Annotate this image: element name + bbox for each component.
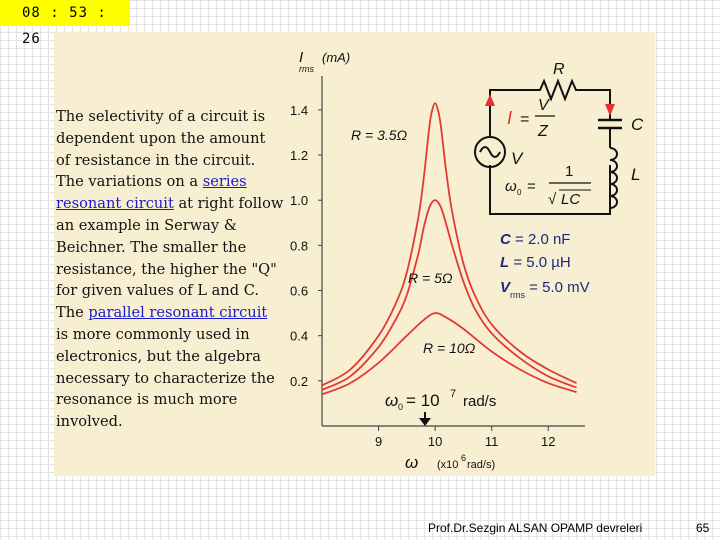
- label-r-3-5: R = 3.5Ω: [351, 127, 408, 143]
- x-tick-label: 11: [484, 434, 499, 449]
- y-tick-label: 0.4: [290, 328, 309, 344]
- resistor-label: R: [553, 61, 565, 78]
- y-tick-label: 0.8: [290, 238, 309, 254]
- resonance-annotation: [385, 388, 496, 426]
- svg-text:ω: ω: [505, 178, 517, 195]
- resonance-equation: [505, 163, 591, 208]
- circuit-parameters: [500, 231, 590, 300]
- label-r-5: R = 5Ω: [408, 270, 453, 286]
- page-number: 65: [696, 521, 710, 535]
- svg-text:(x10: (x10: [437, 459, 459, 471]
- inductor-label: L: [631, 165, 641, 184]
- y-tick-label: 1.2: [290, 148, 309, 164]
- description-part-2: at right follow an example in Serway & Beichner. The smaller the resistance, the higher the "Q" for given values of L and C. The: [56, 195, 284, 322]
- svg-text:rad/s: rad/s: [463, 393, 497, 410]
- arrow-down-icon: [419, 418, 431, 426]
- svg-text:√: √: [548, 191, 557, 208]
- svg-text:6: 6: [461, 453, 467, 463]
- y-axis-unit: (mA): [322, 50, 351, 65]
- x-tick-label: 12: [541, 434, 556, 449]
- svg-text:ω: ω: [385, 391, 399, 410]
- svg-text:LC: LC: [561, 191, 581, 208]
- x-tick-label: 9: [374, 434, 383, 449]
- resonance-figure: [285, 40, 655, 476]
- y-axis-title: I: [299, 49, 304, 66]
- svg-text:=: =: [527, 178, 536, 195]
- current-equation: [507, 97, 555, 140]
- svg-text:7: 7: [450, 388, 457, 400]
- y-tick-label: 1.4: [290, 102, 309, 118]
- footer-author: Prof.Dr.Sezgin ALSAN OPAMP devreleri: [428, 521, 643, 535]
- svg-text:Vrms = 5.0 mV: $V_{rms} = 5.0$ mV: [500, 279, 590, 300]
- svg-text:L = 5.0 µH: L = 5.0 µH: [500, 254, 571, 271]
- slide-timer: 08 : 53 : 26: [0, 0, 130, 26]
- svg-text:1: 1: [565, 163, 574, 180]
- parallel-resonant-circuit-link[interactable]: parallel resonant circuit: [88, 304, 268, 322]
- description-part-3: is more commonly used in electronics, but the algebra necessary to characterize the resonance is much more involved.: [56, 325, 275, 431]
- svg-text:ω: ω: [405, 453, 419, 472]
- svg-text:0: 0: [398, 402, 404, 412]
- svg-text:= 10: = 10: [406, 391, 440, 410]
- description-part-1: The selectivity of a circuit is dependent upon the amount of resistance in the circuit. The variations on a: [56, 108, 266, 191]
- svg-text:V: V: [538, 97, 549, 114]
- series-resonant-circuit-link[interactable]: series resonant circuit: [56, 173, 247, 213]
- x-axis-title: [405, 453, 495, 472]
- svg-text:0: 0: [517, 188, 522, 197]
- x-ticks: [375, 426, 556, 449]
- svg-text:C = 2.0 nF: C = 2.0 nF: [500, 231, 571, 248]
- current-arrow-up-icon: [485, 94, 495, 106]
- description-text: [56, 106, 284, 433]
- y-tick-label: 1.0: [290, 193, 309, 209]
- svg-text:rad/s): rad/s): [467, 459, 496, 471]
- capacitor-label: C: [631, 115, 644, 134]
- svg-text:=: =: [520, 111, 530, 128]
- y-axis-title-sub: rms: [299, 64, 314, 74]
- y-tick-label: 0.6: [290, 283, 309, 299]
- svg-text:Z: Z: [538, 123, 548, 140]
- source-label: V: [511, 149, 523, 168]
- svg-text:I: I: [507, 108, 513, 128]
- x-tick-label: 10: [427, 434, 443, 449]
- y-ticks: [290, 103, 322, 389]
- label-r-10: R = 10Ω: [423, 340, 476, 356]
- y-tick-label: 0.2: [290, 373, 309, 389]
